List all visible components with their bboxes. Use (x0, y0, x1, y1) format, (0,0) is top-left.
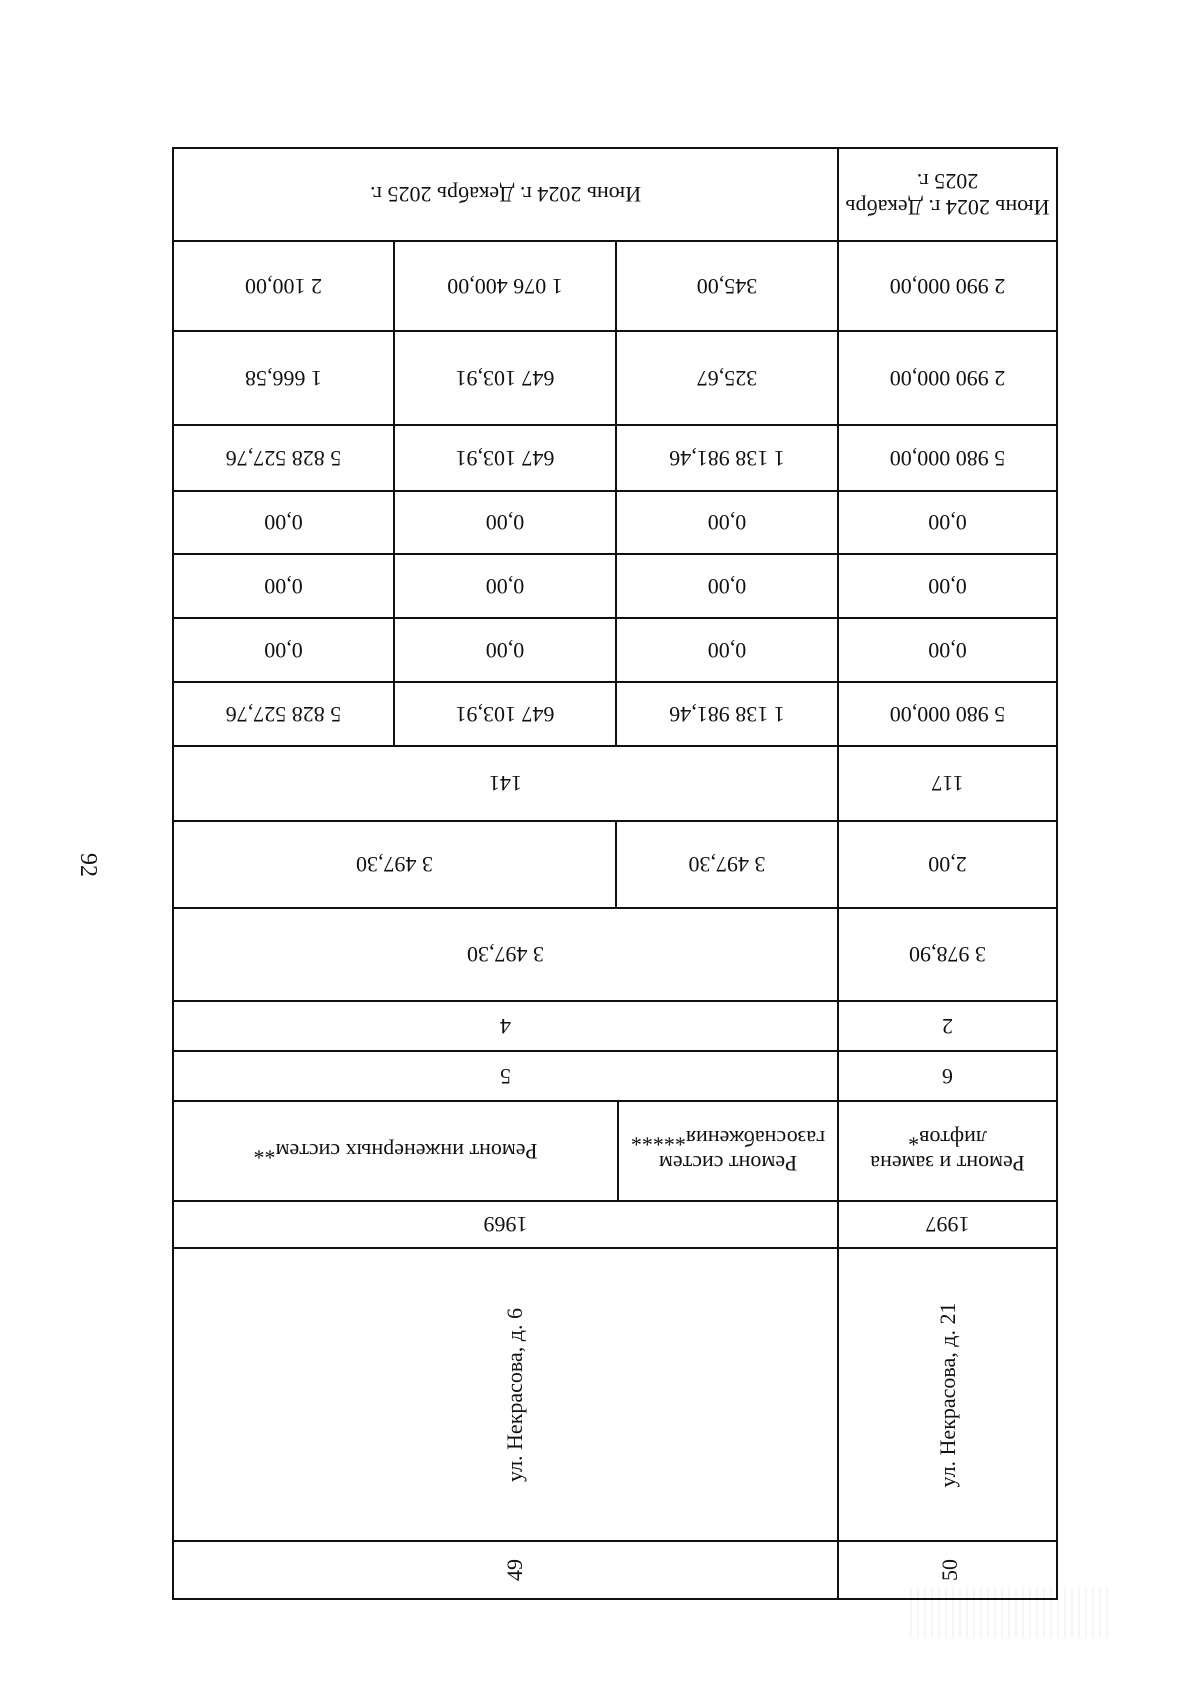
table-cell: 6 (942, 1063, 953, 1089)
table-cell: 5 980 000,00 (889, 445, 1006, 471)
table-cell: 2,00 (928, 852, 967, 878)
work-type-elevators: Ремонт и замена лифтов* (870, 1126, 1025, 1177)
header-period-group: Июнь 2024 г. Декабрь 2025 г. (369, 182, 642, 208)
table-cell: 3 497,30 (688, 852, 766, 878)
table-cell: 2 990 000,00 (889, 365, 1006, 391)
table-cell: 3 978,90 (909, 942, 986, 968)
table-cell: 0,00 (264, 510, 303, 536)
row-number: 50 (937, 1559, 963, 1581)
table-cell: 0,00 (928, 637, 967, 663)
work-type-engineering: Ремонт инженерных систем** (253, 1138, 538, 1164)
table-border-right (1056, 147, 1058, 1600)
table-cell: 0,00 (485, 573, 525, 599)
work-type-gas: Ремонт систем газоснабжения***** (630, 1126, 826, 1177)
table-cell: 117 (931, 771, 964, 797)
year-built: 1969 (483, 1212, 528, 1238)
table-cell: 0,00 (707, 510, 747, 536)
table-cell: 647 103,91 (455, 701, 555, 727)
table-cell: 0,00 (707, 637, 747, 663)
row-divider (172, 1247, 1058, 1249)
table-cell: 4 (500, 1013, 511, 1039)
table-cell: 1 138 981,46 (669, 701, 785, 727)
row-number: 49 (502, 1559, 528, 1581)
row-divider (172, 1540, 1058, 1542)
header-period-single: Июнь 2024 г. Декабрь 2025 г. (845, 169, 1050, 220)
table-cell: 5 828 527,76 (225, 445, 342, 471)
page-number: 92 (75, 853, 101, 877)
table-cell: 647 103,91 (455, 445, 555, 471)
table-cell: 1 666,58 (245, 365, 322, 391)
table-cell: 647 103,91 (455, 365, 555, 391)
table-cell: 345,00 (696, 273, 758, 299)
table-cell: 0,00 (485, 637, 525, 663)
address-cell: ул. Некрасова, д. 21 (935, 1302, 961, 1488)
table-cell: 0,00 (707, 573, 747, 599)
table-cell: 5 828 527,76 (225, 701, 342, 727)
table-cell: 2 990 000,00 (889, 273, 1006, 299)
scan-artifact (910, 1588, 1110, 1638)
table-cell: 0,00 (264, 637, 303, 663)
table-cell: 2 100,00 (245, 273, 322, 299)
table-cell: 5 980 000,00 (889, 701, 1006, 727)
table-cell: 0,00 (928, 573, 967, 599)
table-cell: 2 (942, 1013, 953, 1039)
table-cell: 5 (500, 1063, 511, 1089)
table-cell: 0,00 (264, 573, 303, 599)
table-cell: 3 497,30 (356, 852, 433, 878)
table-cell: 1 076 400,00 (447, 273, 563, 299)
table-cell: 0,00 (928, 510, 967, 536)
year-built: 1997 (925, 1212, 970, 1238)
table-cell: 0,00 (485, 510, 525, 536)
table-cell: 325,67 (696, 365, 758, 391)
table-cell: 141 (489, 771, 522, 797)
table-cell: 3 497,30 (467, 942, 544, 968)
table-cell: 1 138 981,46 (669, 445, 785, 471)
address-cell: ул. Некрасова, д. 6 (502, 1308, 528, 1482)
